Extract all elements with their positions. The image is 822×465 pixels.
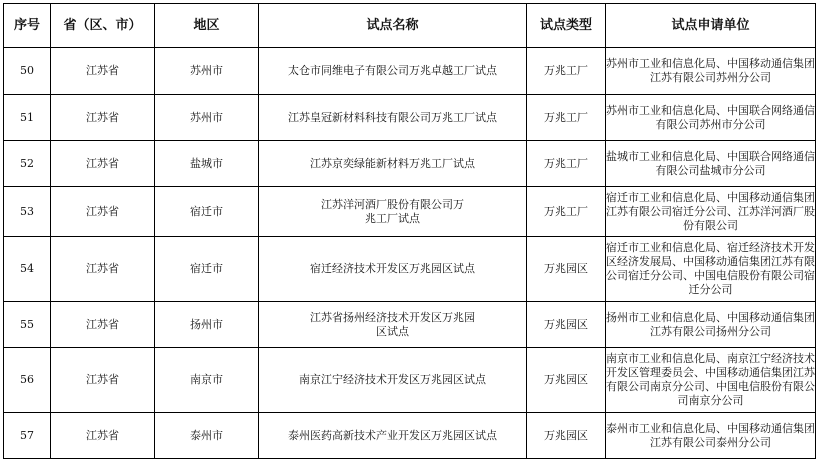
cell-pilot-name: 江苏省扬州经济技术开发区万兆园区试点 <box>259 302 527 348</box>
cell-pilot-type: 万兆工厂 <box>527 95 606 141</box>
cell-applicant: 宿迁市工业和信息化局、宿迁经济技术开发区经济发展局、中国移动通信集团江苏有限公司宿迁分公司、中国电信股份有限公司宿迁分公司 <box>606 237 816 302</box>
cell-applicant: 宿迁市工业和信息化局、中国移动通信集团江苏有限公司宿迁分公司、江苏洋河酒厂股份有限公司 <box>606 187 816 237</box>
cell-applicant: 扬州市工业和信息化局、中国移动通信集团江苏有限公司扬州分公司 <box>606 302 816 348</box>
cell-no: 51 <box>4 95 51 141</box>
cell-no: 57 <box>4 413 51 459</box>
cell-applicant: 泰州市工业和信息化局、中国移动通信集团江苏有限公司泰州分公司 <box>606 413 816 459</box>
cell-pilot-name: 宿迁经济技术开发区万兆园区试点 <box>259 237 527 302</box>
cell-province: 江苏省 <box>51 413 155 459</box>
cell-city: 宿迁市 <box>155 187 259 237</box>
cell-pilot-name: 泰州医药高新技术产业开发区万兆园区试点 <box>259 413 527 459</box>
cell-pilot-type: 万兆园区 <box>527 413 606 459</box>
cell-city: 苏州市 <box>155 48 259 95</box>
header-region: 地区 <box>155 4 259 48</box>
cell-city: 苏州市 <box>155 95 259 141</box>
cell-pilot-type: 万兆园区 <box>527 302 606 348</box>
table-row <box>4 48 816 95</box>
pilot-table <box>3 3 816 459</box>
cell-city: 盐城市 <box>155 141 259 187</box>
table-row <box>4 302 816 348</box>
cell-pilot-name: 南京江宁经济技术开发区万兆园区试点 <box>259 348 527 413</box>
cell-pilot-name: 太仓市同维电子有限公司万兆卓越工厂试点 <box>259 48 527 95</box>
table-row <box>4 237 816 302</box>
cell-applicant: 苏州市工业和信息化局、中国移动通信集团江苏有限公司苏州分公司 <box>606 48 816 95</box>
cell-pilot-name: 江苏皇冠新材料科技有限公司万兆工厂试点 <box>259 95 527 141</box>
header-pilot-type: 试点类型 <box>527 4 606 48</box>
cell-no: 54 <box>4 237 51 302</box>
table-row <box>4 348 816 413</box>
cell-pilot-name: 江苏洋河酒厂股份有限公司万兆工厂试点 <box>259 187 527 237</box>
cell-pilot-type: 万兆园区 <box>527 237 606 302</box>
cell-pilot-name: 江苏京奕绿能新材料万兆工厂试点 <box>259 141 527 187</box>
cell-province: 江苏省 <box>51 302 155 348</box>
cell-no: 53 <box>4 187 51 237</box>
cell-pilot-type: 万兆工厂 <box>527 141 606 187</box>
cell-pilot-type: 万兆园区 <box>527 348 606 413</box>
cell-applicant: 南京市工业和信息化局、南京江宁经济技术开发区管理委员会、中国移动通信集团江苏有限公司南京分公司、中国电信股份有限公司南京分公司 <box>606 348 816 413</box>
cell-no: 52 <box>4 141 51 187</box>
cell-applicant: 盐城市工业和信息化局、中国联合网络通信有限公司盐城市分公司 <box>606 141 816 187</box>
cell-province: 江苏省 <box>51 348 155 413</box>
cell-province: 江苏省 <box>51 95 155 141</box>
cell-city: 扬州市 <box>155 302 259 348</box>
cell-city: 泰州市 <box>155 413 259 459</box>
cell-no: 56 <box>4 348 51 413</box>
header-province: 省（区、市） <box>51 4 155 48</box>
header-pilot-name: 试点名称 <box>259 4 527 48</box>
cell-no: 55 <box>4 302 51 348</box>
header-row <box>4 4 816 48</box>
cell-province: 江苏省 <box>51 48 155 95</box>
cell-province: 江苏省 <box>51 237 155 302</box>
cell-city: 宿迁市 <box>155 237 259 302</box>
table-row <box>4 141 816 187</box>
table-row <box>4 95 816 141</box>
table-row <box>4 187 816 237</box>
cell-province: 江苏省 <box>51 187 155 237</box>
table-row <box>4 413 816 459</box>
header-applicant: 试点申请单位 <box>606 4 816 48</box>
cell-no: 50 <box>4 48 51 95</box>
cell-pilot-type: 万兆工厂 <box>527 187 606 237</box>
cell-province: 江苏省 <box>51 141 155 187</box>
cell-applicant: 苏州市工业和信息化局、中国联合网络通信有限公司苏州市分公司 <box>606 95 816 141</box>
cell-pilot-type: 万兆工厂 <box>527 48 606 95</box>
cell-city: 南京市 <box>155 348 259 413</box>
header-no: 序号 <box>4 4 51 48</box>
